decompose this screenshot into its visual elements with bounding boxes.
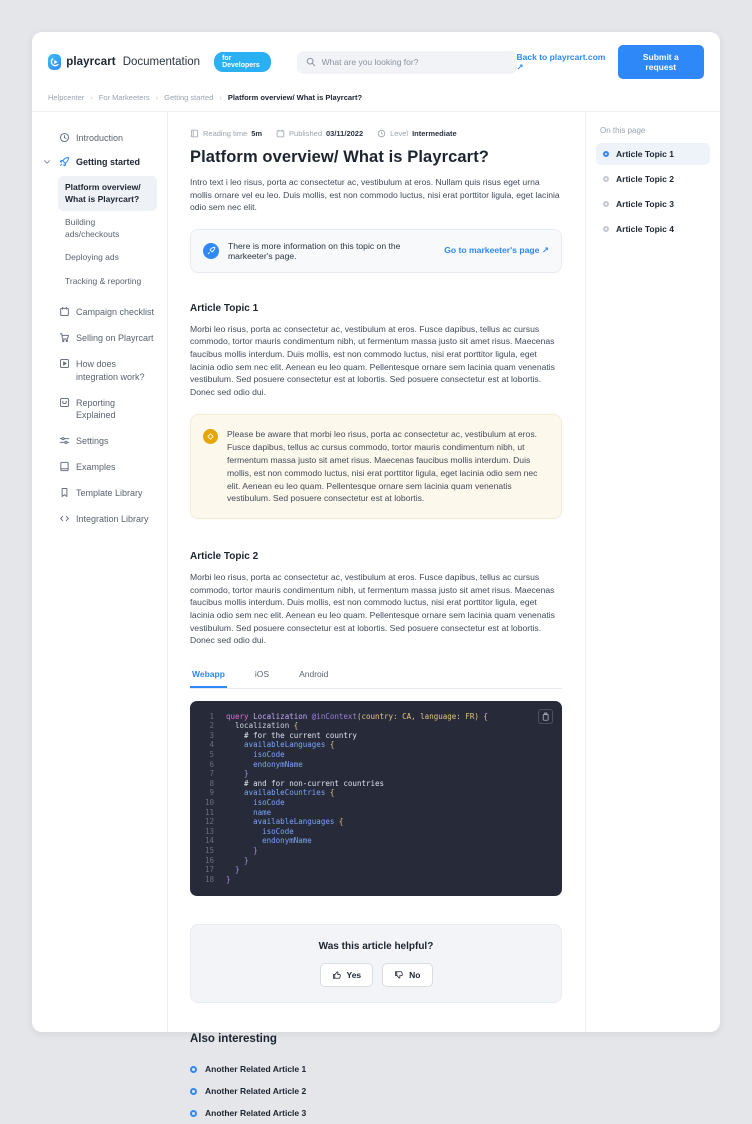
code-line: 7 } (198, 769, 552, 779)
toc-item[interactable]: Article Topic 2 (596, 168, 710, 190)
code-line: 1 query Localization @inContext (country: CA, language: FR) { (198, 712, 552, 722)
related-article-link[interactable]: Another Related Article 2 (190, 1080, 562, 1102)
checklist-icon (58, 306, 70, 317)
sidebar-item-examples[interactable]: Examples (42, 454, 157, 480)
app-card (32, 32, 720, 1119)
breadcrumb-item[interactable]: For Markeeters (98, 93, 150, 102)
book-icon (58, 461, 70, 472)
code-line: 2 localization { (198, 721, 552, 731)
reading-time: Reading time 5m (190, 129, 262, 138)
page-title: Platform overview/ What is Playrcart? (190, 148, 489, 166)
back-to-site-link[interactable]: Back to playrcart.com ↗ (516, 51, 606, 72)
feedback-yes-button[interactable]: Yes (320, 963, 374, 987)
bookmark-icon (58, 487, 70, 498)
line-number: 5 (209, 750, 214, 760)
tab-webapp[interactable]: Webapp (190, 663, 227, 688)
toc-item[interactable]: Article Topic 3 (596, 193, 710, 215)
line-number: 17 (204, 865, 214, 875)
line-number: 18 (204, 874, 214, 884)
feedback-no-button[interactable]: No (382, 963, 432, 987)
code-line: 5 isoCode (198, 750, 552, 760)
on-this-page-rail (585, 112, 720, 1032)
code-block (190, 701, 562, 897)
sidebar-links (42, 299, 157, 532)
code-line: 13 isoCode (198, 827, 552, 837)
submit-request-button[interactable]: Submit a request (618, 45, 704, 79)
ring-bullet-icon (603, 226, 609, 232)
line-number: 4 (209, 740, 214, 750)
also-interesting-heading: Also interesting (190, 1033, 277, 1046)
code-line: 15 } (198, 846, 552, 856)
ring-bullet-icon (603, 176, 609, 182)
code-lines (198, 712, 552, 885)
search-input[interactable] (322, 57, 508, 67)
ring-bullet-icon (603, 201, 609, 207)
breadcrumb-separator: › (90, 93, 93, 102)
sidebar-item-integration-library[interactable]: Integration Library (42, 506, 157, 532)
report-icon (58, 397, 70, 408)
sidebar-group-getting-started[interactable]: Getting started (42, 150, 157, 174)
play-square-icon (58, 358, 70, 369)
line-number: 2 (209, 721, 214, 731)
intro-paragraph: Intro text i leo risus, porta ac consectetur ac, vestibulum at eros. Nullam quis risus eget urna mollis ornare vel eu leo. Duis mollis, est non commodo luctus, nisi erat porttitor ligula, eget lacinia odio sem nec elit. (190, 177, 560, 213)
sliders-icon (58, 435, 70, 446)
toc-item[interactable]: Article Topic 4 (596, 218, 710, 240)
topic2-paragraph: Morbi leo risus, porta ac consectetur ac, vestibulum at eros. Fusce dapibus, tellus ac cursus commodo, tortor mauris condimentum nibh, ut fermentum massa justo sit amet risus. Maecenas faucibus mollis interdum. Duis mollis, est non commodo luctus, nisi erat porttitor ligula, eget lacinia odio sem nec elit. Aenean eu leo quam. Pellentesque ornare sem lacinia quam venenatis vestibulum. Sed posuere consectetur est at lobortis. Sed posuere consectetur est at lobortis. Donec sed odio dui. (190, 572, 555, 646)
also-interesting-section (190, 1033, 562, 1124)
sidebar-sub-item[interactable]: Deploying ads (65, 252, 119, 263)
code-line: 10 isoCode (198, 798, 552, 808)
level-indicator: Level Intermediate (377, 129, 457, 138)
line-number: 12 (204, 817, 214, 827)
warning-text: Please be aware that morbi leo risus, porta ac consectetur ac, vestibulum at eros. Fusce dapibus, tellus ac cursus commodo, tortor mauris condimentum nibh, ut fermentum massa justo sit amet risus. Maecenas faucibus mollis interdum. Duis mollis, est non commodo luctus, nisi erat porttitor ligula, eget lacinia odio sem nec elit. Aenean eu leo quam. Pellentesque ornare sem lacinia quam venenatis vestibulum. Sed posuere consectetur est at lobortis. (227, 429, 538, 504)
brand-name: playrcart (66, 56, 116, 68)
feedback-question: Was this article helpful? (318, 941, 434, 953)
sidebar-item-how-does-integration-work[interactable]: How does integration work? (42, 351, 157, 389)
brand-suffix: Documentation (122, 56, 201, 68)
search-bar[interactable] (297, 51, 517, 74)
ring-bullet-icon (190, 1088, 197, 1095)
feedback-box (190, 924, 562, 1003)
sidebar-item-settings[interactable]: Settings (42, 428, 157, 454)
platform-tabs (190, 663, 562, 689)
tab-android[interactable]: Android (299, 668, 329, 679)
related-list (190, 1058, 562, 1124)
clock-icon (58, 132, 70, 143)
breadcrumb-item: Platform overview/ What is Playrcart? (227, 93, 363, 102)
calendar-icon (276, 129, 285, 138)
code-line: 9 availableCountries { (198, 788, 552, 798)
breadcrumb-item[interactable]: Helpcenter (48, 93, 85, 102)
related-article-link[interactable]: Another Related Article 1 (190, 1058, 562, 1080)
code-line: 8 # and for non-current countries (198, 779, 552, 789)
line-number: 16 (204, 855, 214, 865)
line-number: 1 (209, 711, 214, 721)
sidebar-sub-item[interactable]: Platform overview/ What is Playrcart? (58, 176, 157, 211)
sidebar-item-campaign-checklist[interactable]: Campaign checklist (42, 299, 157, 325)
brand[interactable] (48, 52, 271, 72)
sidebar-item-template-library[interactable]: Template Library (42, 480, 157, 506)
sidebar-sub-item[interactable]: Building ads/checkouts (65, 217, 120, 239)
line-number: 13 (204, 826, 214, 836)
topbar (32, 32, 720, 87)
article-meta (190, 129, 562, 138)
code-line: 16 } (198, 856, 552, 866)
ring-bullet-icon (603, 151, 609, 157)
code-icon (58, 513, 70, 524)
topic1-heading: Article Topic 1 (190, 302, 259, 314)
ring-bullet-icon (190, 1110, 197, 1117)
cart-icon (58, 332, 70, 343)
sidebar-item-introduction[interactable]: Introduction (42, 126, 157, 150)
topic1-paragraph: Morbi leo risus, porta ac consectetur ac, vestibulum at eros. Fusce dapibus, tellus ac cursus commodo, tortor mauris condimentum nibh, ut fermentum massa justo sit amet risus. Maecenas faucibus mollis interdum. Duis mollis, est non commodo luctus, nisi erat porttitor ligula, eget lacinia odio sem nec elit. Aenean eu leo quam. Pellentesque ornare sem lacinia quam venenatis vestibulum. Sed posuere consectetur est at lobortis. Sed posuere consectetur est at lobortis. Donec sed odio dui. (190, 323, 555, 397)
go-to-marketeers-page-link[interactable]: Go to markeeter's page ↗ (444, 245, 549, 256)
warning-callout (190, 414, 562, 519)
code-line: 6 endonymName (198, 760, 552, 770)
book-icon (190, 129, 199, 138)
rocket-icon (58, 156, 70, 167)
clipboard-copy-icon[interactable] (538, 709, 553, 724)
line-number: 9 (209, 788, 214, 798)
sidebar-nav (32, 112, 168, 1032)
code-line: 12 availableLanguages { (198, 817, 552, 827)
toc-items (596, 143, 710, 240)
code-line: 18 } (198, 875, 552, 885)
code-line: 11 name (198, 808, 552, 818)
sidebar-sub-item[interactable]: Tracking & reporting (65, 275, 142, 286)
line-number: 10 (204, 798, 214, 808)
topic2-heading: Article Topic 2 (190, 551, 259, 563)
sidebar-sub-list (58, 176, 157, 293)
breadcrumb-separator: › (219, 93, 222, 102)
code-line: 14 endonymName (198, 836, 552, 846)
line-number: 6 (209, 759, 214, 769)
article-main (168, 112, 585, 1119)
line-number: 15 (204, 846, 214, 855)
chevron-down-icon[interactable] (42, 156, 52, 166)
line-number: 7 (209, 769, 214, 779)
line-number: 14 (204, 836, 214, 846)
breadcrumb (32, 87, 720, 112)
toc-item[interactable]: Article Topic 1 (596, 143, 710, 165)
topbar-actions (517, 45, 704, 79)
info-callout-text: There is more information on this topic on the markeeter's page. (228, 240, 401, 261)
related-article-link[interactable]: Another Related Article 3 (190, 1102, 562, 1124)
code-line: 17 } (198, 865, 552, 875)
breadcrumb-separator: › (155, 93, 159, 102)
code-line: 3 # for the current country (198, 731, 552, 741)
line-number: 8 (209, 778, 214, 788)
thumbs-up-icon (332, 970, 342, 980)
sidebar-item-selling-on-playrcart[interactable]: Selling on Playrcart (42, 325, 157, 351)
line-number: 3 (209, 730, 214, 740)
breadcrumb-item[interactable]: Getting started (164, 93, 214, 102)
sidebar-item-reporting-explained[interactable]: Reporting Explained (42, 390, 157, 428)
rocket-icon (203, 243, 219, 259)
published-date: Published 03/11/2022 (276, 129, 363, 138)
code-line: 4 availableLanguages { (198, 740, 552, 750)
thumbs-down-icon (394, 970, 404, 980)
warning-diamond-icon (203, 429, 218, 444)
tab-ios[interactable]: iOS (254, 668, 270, 679)
ring-bullet-icon (190, 1066, 197, 1073)
playrcart-logo-icon (48, 54, 61, 70)
for-developers-badge[interactable]: for Developers (214, 52, 271, 72)
line-number: 11 (204, 807, 214, 817)
search-icon (306, 57, 316, 67)
clock-icon (377, 129, 386, 138)
toc-title: On this page (600, 126, 646, 135)
info-callout (190, 229, 562, 273)
